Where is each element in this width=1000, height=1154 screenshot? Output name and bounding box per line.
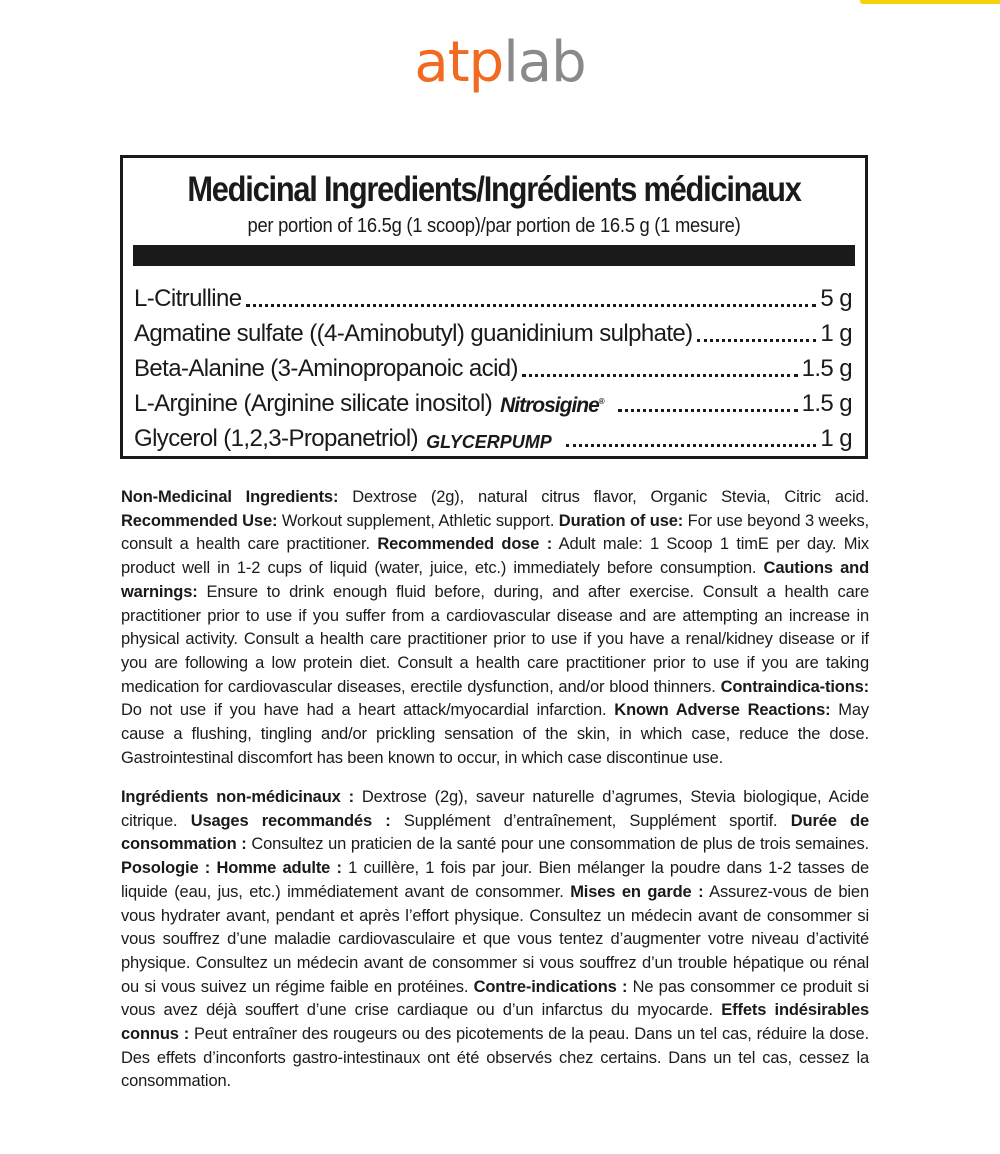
section-label: Recommended Use: <box>121 511 278 530</box>
nitrosigine-logo <box>500 394 604 418</box>
ingredient-name: Glycerol (1,2,3-Propanetriol) <box>134 425 419 452</box>
section-label: Ingrédients non-médicinaux : <box>121 788 354 806</box>
ingredient-row <box>134 383 852 418</box>
ingredient-row <box>134 278 852 313</box>
panel-divider-bar <box>133 245 855 266</box>
section-text: Ensure to drink enough fluid before, during, and after exercise. Consult a health care practitioner prior to use if you suffer from a cardiovascular disease and are attempting an increase in physical activity. Consult a health care practitioner prior to use if you have a renal/kidney disease or if you are following a low protein diet. Consult a health care practitioner prior to use if you are taking medication for cardiovascular diseases, erectile dysfunction, and/or blood thinners. <box>121 582 869 696</box>
logo-lab: lab <box>503 30 586 95</box>
ingredient-row <box>134 313 852 348</box>
ingredient-amount: 1.5 g <box>801 355 852 382</box>
french-label-text <box>121 786 869 1094</box>
section-label: Posologie : Homme adulte : <box>121 859 342 878</box>
brand-logo <box>0 28 1000 98</box>
section-text: May cause a flushing, tingling and/or prickling sensation of the skin, in which case, reduce the dose. Gastrointestinal discomfort has been known to occur, in which case discontinue use. <box>121 701 869 767</box>
ingredient-row <box>134 348 852 383</box>
section-label: Effets indésirables connus : <box>121 1001 870 1044</box>
corner-accent <box>860 0 1000 4</box>
section-text: For use beyond 3 weeks, consult a health care practitioner. <box>121 511 869 554</box>
panel-subtitle: per portion of 16.5g (1 scoop)/par portion de 16.5 g (1 mesure) <box>247 215 741 237</box>
ingredient-amount: 1 g <box>820 320 852 347</box>
ingredient-amount: 5 g <box>820 285 852 312</box>
dot-leader <box>246 304 817 307</box>
section-text: Dextrose (2g), natural citrus flavor, Organic Stevia, Citric acid. <box>338 488 869 506</box>
section-text: Workout supplement, Athletic support. <box>277 511 559 530</box>
section-label: Duration of use: <box>558 511 684 530</box>
english-label-text <box>121 486 869 770</box>
section-label: Known Adverse Reactions: <box>614 701 831 720</box>
section-label: Durée de consommation : <box>121 811 869 854</box>
section-text: Assurez-vous de bien vous hydrater avant, pendant et après l’effort physique. Consultez un médecin avant de consommer si vous souffrez d’une maladie cardiovasculaire et que vous tentez d’augmenter votre niveau d’activité physique. Consultez un médecin avant de consommer si vous souffrez d’un trouble hépatique ou rénal ou si vous suivez un régime faible en protéines. <box>121 882 869 996</box>
ingredient-list <box>134 278 852 453</box>
section-text: Ne pas consommer ce produit si vous avez déjà souffert d’une crise cardiaque ou d’un infarctus du myocarde. <box>121 977 869 1020</box>
section-text: Do not use if you have had a heart attack/myocardial infarction. <box>121 701 615 720</box>
dot-leader <box>618 409 798 412</box>
glycerpump-logo: GLYCERPUMP <box>426 432 552 452</box>
ingredient-name: Beta-Alanine (3-Aminopropanoic acid) <box>134 355 518 382</box>
medicinal-ingredients-panel <box>120 155 868 459</box>
section-text: Consultez un praticien de la santé pour une consommation de plus de trois semaines. <box>246 835 869 854</box>
section-label: Mises en garde : <box>570 882 704 901</box>
section-label: Contraindica-tions: <box>720 677 869 696</box>
ingredient-name: Agmatine sulfate ((4-Aminobutyl) guanidinium sulphate) <box>134 320 693 347</box>
panel-title: Medicinal Ingredients/Ingrédients médicinaux <box>187 170 801 209</box>
registered-mark: ® <box>598 397 604 406</box>
ingredient-row <box>134 418 852 453</box>
logo-atp: atp <box>414 30 504 95</box>
ingredient-name: L-Citrulline <box>134 285 242 312</box>
dot-leader <box>522 374 798 377</box>
section-label: Non-Medicinal Ingredients: <box>121 488 339 506</box>
section-label: Cautions and warnings: <box>121 559 870 601</box>
ingredient-amount: 1 g <box>820 425 852 452</box>
section-label: Recommended dose : <box>377 535 553 554</box>
section-text: Peut entraîner des rougeurs ou des picotements de la peau. Dans un tel cas, réduire la dose. Des effets d’inconforts gastro-intestinaux ont été observés chez certains. Dans un tel cas, cessez la consommation. <box>121 1025 869 1091</box>
ingredient-amount: 1.5 g <box>801 390 852 417</box>
brand-name: Nitrosigine <box>500 394 599 417</box>
section-text: Dextrose (2g), saveur naturelle d’agrumes, Stevia biologique, Acide citrique. <box>121 788 870 830</box>
section-text: Adult male: 1 Scoop 1 timE per day. Mix product well in 1-2 cups of liquid (water, juice, etc.) immediately before consumption. <box>121 535 869 578</box>
section-label: Usages recommandés : <box>190 811 391 830</box>
section-label: Contre-indications : <box>473 977 628 996</box>
ingredient-name: L-Arginine (Arginine silicate inositol) <box>134 390 493 417</box>
dot-leader <box>566 444 817 447</box>
dot-leader <box>697 339 817 342</box>
section-text: 1 cuillère, 1 fois par jour. Bien mélanger la poudre dans 1-2 tasses de liquide (eau, jus, etc.) immédiatement avant de consommer. <box>121 859 870 901</box>
section-text: Supplément d’entraînement, Supplément sportif. <box>390 811 791 830</box>
